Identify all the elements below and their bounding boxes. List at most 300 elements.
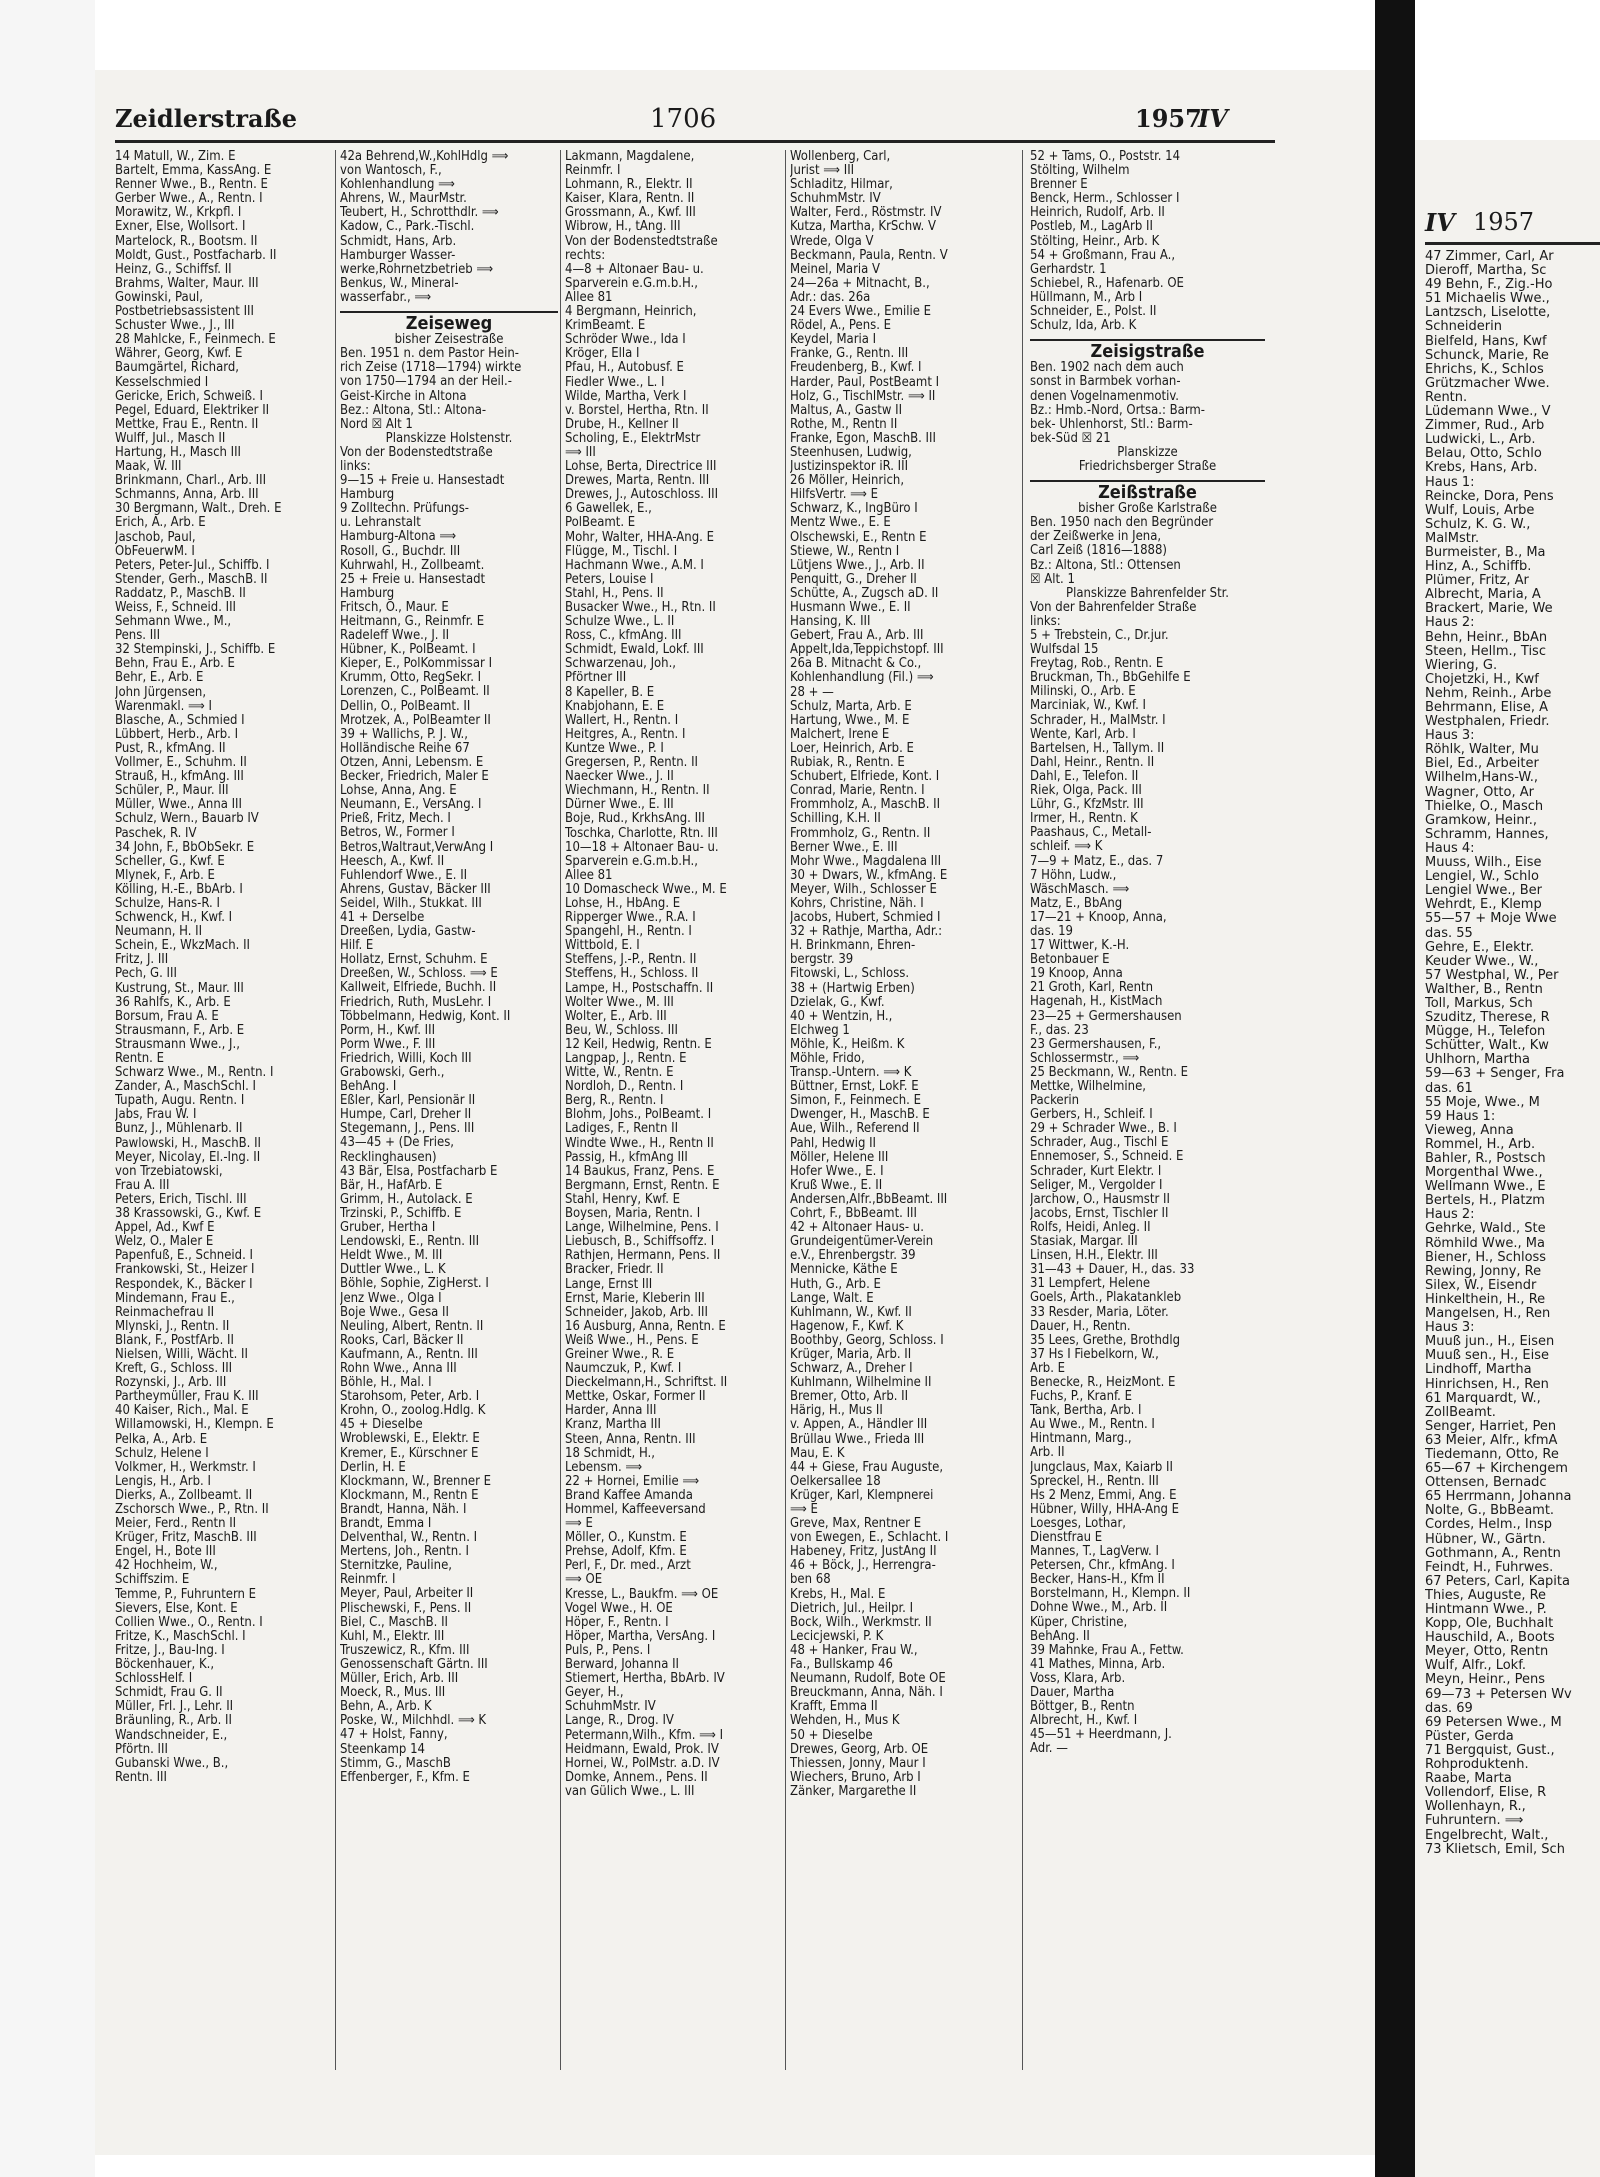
directory-entry: bek- Uhlenhorst, Stl.: Barm- bbox=[1030, 417, 1193, 432]
directory-entry: 54 + Großmann, Frau A., bbox=[1030, 248, 1176, 263]
directory-entry: 39 Mahnke, Frau A., Fettw. bbox=[1030, 1643, 1184, 1658]
directory-entry: Hs 2 Menz, Emmi, Ang. E bbox=[1030, 1488, 1177, 1503]
directory-entry: Mettke, Frau E., Rentn. II bbox=[115, 417, 259, 432]
directory-entry: Kölling, H.-E., BbArb. I bbox=[115, 882, 243, 897]
directory-entry: Hollatz, Ernst, Schuhm. E bbox=[340, 953, 488, 968]
directory-entry: Domke, Annem., Pens. II bbox=[565, 1770, 708, 1785]
directory-entry: Muuß sen., H., Eise bbox=[1425, 1348, 1549, 1364]
directory-entry: Heitgres, A., Rentn. I bbox=[565, 727, 686, 742]
directory-entry: Burmeister, B., Ma bbox=[1425, 544, 1546, 560]
directory-entry: Ahrens, Gustav, Bäcker III bbox=[340, 882, 491, 897]
directory-entry: Loer, Heinrich, Arb. E bbox=[790, 741, 914, 756]
directory-entry: Haus 2: bbox=[1425, 1207, 1475, 1223]
directory-entry: 61 Marquardt, W., bbox=[1425, 1390, 1541, 1406]
directory-entry: 4 Bergmann, Heinrich, bbox=[565, 305, 697, 320]
directory-entry: Römhild Wwe., Ma bbox=[1425, 1235, 1545, 1251]
directory-entry: 29 + Schrader Wwe., B. I bbox=[1030, 1122, 1177, 1137]
directory-entry: Haus 1: bbox=[1425, 474, 1475, 490]
directory-entry: von Ewegen, E., Schlacht. I bbox=[790, 1531, 949, 1546]
directory-entry: Jungclaus, Max, Kaiarb II bbox=[1030, 1460, 1173, 1475]
directory-entry: Greiner Wwe., R. E bbox=[565, 1347, 675, 1362]
directory-entry: Hinrichsen, H., Ren bbox=[1425, 1376, 1549, 1392]
directory-entry: Sievers, Else, Kont. E bbox=[115, 1601, 238, 1616]
directory-entry: 43 Bär, Elsa, Postfacharb E bbox=[340, 1164, 498, 1179]
directory-entry: Wiechmann, H., Rentn. II bbox=[565, 784, 710, 799]
directory-entry: Spangehl, H., Rentn. I bbox=[565, 925, 692, 940]
directory-entry: Müller, Wwe., Anna III bbox=[115, 798, 242, 813]
directory-entry: Neuling, Albert, Rentn. II bbox=[340, 1319, 484, 1334]
directory-entry: Wilde, Martha, Verk I bbox=[565, 389, 687, 404]
directory-entry: Freudenberg, B., Kwf. I bbox=[790, 361, 922, 376]
directory-entry: Mügge, H., Telefon bbox=[1425, 1024, 1546, 1040]
directory-entry: BehAng. II bbox=[1030, 1629, 1090, 1644]
directory-entry: Schulze Wwe., L. II bbox=[565, 615, 675, 630]
directory-entry: Moeck, R., Mus. III bbox=[340, 1686, 446, 1701]
directory-entry: 7—9 + Matz, E., das. 7 bbox=[1030, 854, 1164, 869]
directory-entry: 49 Behn, F., Zig.-Ho bbox=[1425, 277, 1553, 293]
directory-entry: Franke, Egon, MaschB. III bbox=[790, 431, 936, 446]
directory-entry: Rentn. E bbox=[115, 1052, 164, 1066]
directory-entry: van Gülich Wwe., L. III bbox=[565, 1784, 695, 1799]
directory-entry: Lohmann, R., Elektr. II bbox=[565, 178, 693, 193]
directory-entry: Raabe, Marta bbox=[1425, 1771, 1512, 1787]
directory-entry: Mennicke, Käthe E bbox=[790, 1263, 898, 1278]
directory-entry: SchuhmMstr. IV bbox=[565, 1700, 656, 1715]
directory-entry: Westphalen, Friedr. bbox=[1425, 714, 1550, 730]
directory-entry: Lebensm. ⟹ bbox=[565, 1460, 643, 1475]
directory-entry: Allee 81 bbox=[565, 290, 613, 305]
directory-entry: Otzen, Anni, Lebensm. E bbox=[340, 755, 484, 770]
directory-entry: Vogel Wwe., H. OE bbox=[565, 1601, 673, 1616]
directory-entry: Schwarz Wwe., M., Rentn. I bbox=[115, 1066, 274, 1081]
directory-entry: Gubanski Wwe., B., bbox=[115, 1756, 229, 1771]
directory-entry: Bz.: Hmb.-Nord, Ortsa.: Barm- bbox=[1030, 403, 1206, 418]
directory-entry: Fritze, K., MaschSchl. I bbox=[115, 1629, 246, 1644]
directory-entry: Recklinghausen) bbox=[340, 1150, 437, 1165]
directory-entry: Fuhruntern. ⟹ bbox=[1425, 1813, 1524, 1829]
directory-entry: der Zeißwerke in Jena, bbox=[1030, 530, 1162, 545]
directory-entry: Becker, Hans-H., Kfm II bbox=[1030, 1573, 1165, 1588]
directory-entry: Hachmann Wwe., A.M. I bbox=[565, 558, 704, 573]
directory-entry: Rolfs, Heidi, Anleg. II bbox=[1030, 1220, 1151, 1235]
directory-entry: Spreckel, H., Rentn. III bbox=[1030, 1474, 1159, 1489]
directory-entry: Prieß, Fritz, Mech. I bbox=[340, 812, 451, 827]
directory-entry: 42 Hochheim, W., bbox=[115, 1559, 218, 1574]
directory-entry: Krüger, Karl, Klempnerei bbox=[790, 1488, 934, 1503]
page-street-header: Zeidlerstraße bbox=[115, 104, 298, 133]
directory-entry: Nielsen, Willi, Wächt. II bbox=[115, 1347, 248, 1362]
directory-entry: Lantzsch, Liselotte, bbox=[1425, 305, 1551, 321]
directory-entry: Hintmann, Marg., bbox=[1030, 1432, 1132, 1447]
directory-entry: Jacobs, Hubert, Schmied I bbox=[790, 911, 941, 926]
directory-entry: Benecke, R., HeizMont. E bbox=[1030, 1375, 1176, 1390]
directory-entry: Brandt, Emma I bbox=[340, 1517, 432, 1531]
directory-entry: Lübbert, Herb., Arb. I bbox=[115, 727, 239, 742]
directory-entry: Boothby, Georg, Schloss. I bbox=[790, 1333, 944, 1348]
directory-entry: Uhlhorn, Martha bbox=[1425, 1052, 1531, 1068]
directory-entry: 38 Krassowski, G., Kwf. E bbox=[115, 1207, 262, 1222]
directory-entry: Wittbold, E. I bbox=[565, 939, 640, 954]
facing-page-column bbox=[1425, 250, 1600, 2175]
directory-entry: 10—18 + Altonaer Bau- u. bbox=[565, 840, 719, 855]
directory-entry: Teubert, H., Schrotthdlr. ⟹ bbox=[340, 206, 499, 221]
directory-entry: Irmer, H., Rentn. K bbox=[1030, 812, 1138, 827]
directory-entry: Pfau, H., Autobusf. E bbox=[565, 361, 684, 376]
directory-entry: Jarchow, O., Hausmstr II bbox=[1030, 1192, 1170, 1207]
directory-entry: 50 + Dieselbe bbox=[790, 1728, 873, 1743]
directory-entry: Mettke, Oskar, Former II bbox=[565, 1390, 706, 1405]
directory-entry: Hansing, K. III bbox=[790, 615, 871, 630]
directory-entry: 30 + Dwars, W., kfmAng. E bbox=[790, 868, 948, 883]
directory-entry: Wollenhayn, R., bbox=[1425, 1799, 1526, 1815]
directory-entry: Carl Zeiß (1816—1888) bbox=[1030, 544, 1167, 559]
directory-entry: Brenner E bbox=[1030, 178, 1088, 193]
directory-entry: Rewing, Jonny, Re bbox=[1425, 1263, 1542, 1279]
directory-entry: Reinmachefrau II bbox=[115, 1305, 215, 1320]
directory-entry: Radeleff Wwe., J. II bbox=[340, 629, 450, 644]
directory-entry: Schneider, E., Polst. II bbox=[1030, 305, 1157, 320]
directory-entry: Blohm, Johs., PolBeamt. I bbox=[565, 1108, 712, 1123]
directory-entry: 35 Lees, Grethe, Brothdlg bbox=[1030, 1333, 1180, 1348]
directory-entry: Biel, Ed., Arbeiter bbox=[1425, 756, 1539, 772]
directory-entry: Rommel, H., Arb. bbox=[1425, 1136, 1536, 1152]
directory-entry: Ladiges, F., Rentn II bbox=[565, 1122, 679, 1137]
directory-entry: Haus 3: bbox=[1425, 728, 1475, 744]
directory-entry: Schulz, K. G. W., bbox=[1425, 516, 1531, 532]
directory-entry: Arb. E bbox=[1030, 1361, 1066, 1376]
page-year: 1957 bbox=[1135, 104, 1202, 133]
directory-entry: rechts: bbox=[565, 248, 606, 263]
directory-entry: Wrede, Olga V bbox=[790, 234, 874, 249]
directory-entry: Ludwicki, L., Arb. bbox=[1425, 432, 1536, 448]
directory-entry: Mannes, T., LagVerw. I bbox=[1030, 1545, 1159, 1560]
directory-entry: 14 Matull, W., Zim. E bbox=[115, 150, 236, 164]
directory-entry: Thielke, O., Masch bbox=[1425, 798, 1544, 814]
directory-entry: 31—43 + Dauer, H., das. 33 bbox=[1030, 1263, 1195, 1278]
directory-entry: Bunz, J., Mühlenarb. II bbox=[115, 1122, 243, 1137]
directory-entry: Dwenger, H., MaschB. E bbox=[790, 1108, 930, 1123]
directory-entry: Heinrich, Rudolf, Arb. II bbox=[1030, 206, 1165, 221]
directory-entry: von Wantosch, F., bbox=[340, 164, 442, 179]
directory-entry: Moldt, Gust., Postfacharb. II bbox=[115, 248, 277, 263]
directory-entry: Schulze, Hans-R. I bbox=[115, 896, 220, 911]
directory-entry: Gerhardstr. 1 bbox=[1030, 262, 1107, 277]
directory-entry: Blank, F., PostfArb. II bbox=[115, 1333, 234, 1348]
directory-entry: Nehm, Reinh., Arbe bbox=[1425, 685, 1552, 701]
directory-entry: 16 Ausburg, Anna, Rentn. E bbox=[565, 1319, 726, 1334]
directory-entry: 18 Schmidt, H., bbox=[565, 1446, 655, 1461]
directory-entry: Poske, W., Milchhdl. ⟹ K bbox=[340, 1714, 487, 1729]
directory-entry: e.V., Ehrenbergstr. 39 bbox=[790, 1249, 916, 1264]
header-rule bbox=[115, 140, 1275, 143]
directory-entry: Ben. 1902 nach dem auch bbox=[1030, 361, 1184, 376]
directory-entry: Fritsch, O., Maur. E bbox=[340, 600, 449, 615]
directory-entry: Kuhlmann, Wilhelmine II bbox=[790, 1376, 932, 1391]
directory-entry: Schwarzenau, Joh., bbox=[565, 657, 677, 672]
directory-entry: Wiechers, Bruno, Arb I bbox=[790, 1770, 921, 1785]
directory-entry: Weiß Wwe., H., Pens. E bbox=[565, 1333, 699, 1348]
directory-entry: Adr.: das. 26a bbox=[790, 290, 871, 305]
directory-entry: Mentz Wwe., E. E bbox=[790, 516, 891, 531]
directory-entry: Meinel, Maria V bbox=[790, 262, 881, 277]
directory-entry: ⟹ III bbox=[565, 445, 596, 460]
directory-entry: Kieper, E., PolKommissar I bbox=[340, 657, 493, 672]
directory-entry: Witte, W., Rentn. E bbox=[565, 1066, 674, 1081]
directory-entry: Heitmann, G., Reinmfr. E bbox=[340, 615, 485, 629]
directory-entry: Mertens, Joh., Rentn. I bbox=[340, 1545, 469, 1560]
directory-entry: Bergmann, Ernst, Rentn. E bbox=[565, 1178, 720, 1193]
street-section-note: Planskizze Bahrenfelder Str. bbox=[1066, 585, 1229, 601]
directory-entry: Mindemann, Frau E., bbox=[115, 1291, 235, 1306]
directory-entry: Hamburg bbox=[340, 586, 395, 601]
directory-entry: Thiessen, Jonny, Maur I bbox=[790, 1756, 926, 1771]
facing-page-quarter: IV bbox=[1425, 208, 1455, 237]
directory-entry: Peters, Erich, Tischl. III bbox=[115, 1192, 247, 1207]
directory-entry: Schuster Wwe., J., III bbox=[115, 319, 235, 334]
directory-entry: Steen, Hellm., Tisc bbox=[1425, 643, 1546, 659]
directory-entry: Ripperger Wwe., R.A. I bbox=[565, 911, 696, 926]
directory-entry: Heinz, G., Schiffsf. II bbox=[115, 262, 232, 277]
directory-entry: Starohsom, Peter, Arb. I bbox=[340, 1390, 480, 1405]
book-gutter bbox=[1375, 0, 1415, 2177]
directory-entry: Willamowski, H., Klempn. E bbox=[115, 1418, 274, 1433]
directory-entry: Jurist ⟹ III bbox=[790, 164, 855, 179]
directory-entry: Boje Wwe., Gesa II bbox=[340, 1305, 449, 1320]
directory-entry: 55—57 + Moje Wwe bbox=[1425, 911, 1557, 927]
directory-entry: v. Borstel, Hertha, Rtn. II bbox=[565, 403, 709, 418]
directory-entry: bek-Süd ☒ 21 bbox=[1030, 431, 1111, 446]
directory-entry: 71 Bergquist, Gust., bbox=[1425, 1742, 1555, 1758]
directory-entry: Brackert, Marie, We bbox=[1425, 601, 1553, 617]
directory-entry: Brand Kaffee Amanda bbox=[565, 1488, 693, 1503]
directory-entry: Betros, W., Former I bbox=[340, 826, 455, 841]
directory-entry: Lecicjewski, P. K bbox=[790, 1629, 884, 1644]
directory-entry: 38 + (Hartwig Erben) bbox=[790, 981, 915, 996]
directory-entry: Dauer, Martha bbox=[1030, 1686, 1115, 1701]
directory-entry: das. 55 bbox=[1425, 925, 1473, 941]
directory-entry: 24 Evers Wwe., Emilie E bbox=[790, 305, 932, 320]
directory-entry: Zschorsch Wwe., P., Rtn. II bbox=[115, 1503, 269, 1517]
directory-entry: das. 61 bbox=[1425, 1080, 1473, 1096]
directory-entry: von Trzebiatowski, bbox=[115, 1164, 223, 1179]
directory-entry: Bez.: Altona, Stl.: Altona- bbox=[340, 403, 487, 418]
directory-entry: Allee 81 bbox=[565, 868, 613, 883]
directory-entry: Lütjens Wwe., J., Arb. II bbox=[790, 558, 925, 573]
directory-entry: Justizinspektor iR. III bbox=[790, 460, 909, 475]
directory-entry: Matz, E., BbAng bbox=[1030, 896, 1123, 911]
directory-entry: Lindhoff, Martha bbox=[1425, 1362, 1532, 1378]
directory-entry: Derlin, H. E bbox=[340, 1460, 406, 1475]
directory-entry: Transp.-Untern. ⟹ K bbox=[790, 1066, 912, 1081]
directory-entry: Holz, G., TischlMstr. ⟹ II bbox=[790, 389, 936, 404]
directory-entry: Conrad, Marie, Rentn. I bbox=[790, 784, 925, 799]
directory-entry: Fritze, J., Bau-Ing. I bbox=[115, 1643, 225, 1658]
directory-entry: Hornei, W., PolMstr. a.D. IV bbox=[565, 1756, 720, 1771]
street-section-title: Zeißstraße bbox=[1030, 480, 1265, 500]
directory-entry: Schulz, Marta, Arb. E bbox=[790, 699, 912, 714]
directory-entry: 41 + Derselbe bbox=[340, 910, 425, 925]
directory-entry: Nordloh, D., Rentn. I bbox=[565, 1080, 684, 1095]
directory-entry: Borstelmann, H., Klempn. II bbox=[1030, 1587, 1191, 1602]
directory-entry: Fuhlendorf Wwe., E. II bbox=[340, 868, 468, 883]
directory-entry: 45 + Dieselbe bbox=[340, 1418, 423, 1433]
directory-entry: Bartelt, Emma, KassAng. E bbox=[115, 164, 272, 179]
directory-entry: Bruckman, Th., BbGehilfe E bbox=[1030, 671, 1191, 686]
directory-entry: Hilf. E bbox=[340, 939, 374, 954]
directory-entry: Seidel, Wilh., Stukkat. III bbox=[340, 896, 482, 911]
directory-entry: Reinmfr. I bbox=[565, 164, 621, 179]
directory-entry: 37 Hs I Fiebelkorn, W., bbox=[1030, 1347, 1159, 1362]
column-divider bbox=[1022, 150, 1023, 2070]
directory-entry: Wehden, H., Mus K bbox=[790, 1714, 900, 1729]
directory-entry: Meyer, Wilh., Schlosser E bbox=[790, 882, 937, 897]
directory-entry: v. Appen, A., Händler III bbox=[790, 1418, 928, 1433]
directory-entry: Többelmann, Hedwig, Kont. II bbox=[340, 1009, 511, 1024]
directory-entry: 34 John, F., BbObSekr. E bbox=[115, 840, 255, 855]
directory-entry: Wallert, H., Rentn. I bbox=[565, 713, 679, 728]
directory-entry: Kruß Wwe., E. II bbox=[790, 1178, 883, 1193]
directory-entry: 59 Haus 1: bbox=[1425, 1108, 1496, 1124]
directory-entry: Voss, Klara, Arb. bbox=[1030, 1671, 1126, 1686]
directory-entry: Lüdemann Wwe., V bbox=[1425, 404, 1551, 420]
directory-entry: Muuß jun., H., Eisen bbox=[1425, 1334, 1555, 1350]
directory-entry: 48 + Hanker, Frau W., bbox=[790, 1643, 918, 1658]
directory-entry: Maltus, A., Gastw II bbox=[790, 403, 903, 418]
directory-entry: Tank, Bertha, Arb. I bbox=[1030, 1404, 1142, 1419]
directory-entry: Reinmfr. I bbox=[340, 1573, 396, 1588]
directory-entry: Adr. — bbox=[1030, 1742, 1068, 1757]
directory-entry: Dauer, H., Rentn. bbox=[1030, 1319, 1131, 1334]
directory-entry: 12 Keil, Hedwig, Rentn. E bbox=[565, 1037, 712, 1052]
directory-entry: Gehre, E., Elektr. bbox=[1425, 939, 1534, 955]
directory-entry: Wellmann Wwe., E bbox=[1425, 1179, 1546, 1195]
directory-entry: denen Vogelnamenmotiv. bbox=[1030, 389, 1179, 404]
directory-entry: Möller, O., Kunstm. E bbox=[565, 1531, 687, 1546]
directory-entry: Wagner, Otto, Ar bbox=[1425, 784, 1534, 800]
directory-entry: 24—26a + Mitnacht, B., bbox=[790, 276, 930, 291]
directory-entry: Pens. III bbox=[115, 629, 161, 644]
directory-entry: Röhlk, Walter, Mu bbox=[1425, 742, 1539, 758]
directory-entry: Appelt,Ida,Teppichstopf. III bbox=[790, 643, 944, 658]
directory-entry: Lange, R., Drog. IV bbox=[565, 1714, 674, 1729]
directory-entry: Lohse, Anna, Ang. E bbox=[340, 784, 457, 799]
directory-entry: Milinski, O., Arb. E bbox=[1030, 685, 1136, 700]
directory-entry: Gericke, Erich, Schweiß. I bbox=[115, 389, 263, 404]
directory-entry: Gebert, Frau A., Arb. III bbox=[790, 629, 924, 644]
directory-entry: Hamburg bbox=[340, 488, 395, 503]
directory-entry: Behn, A., Arb. K bbox=[340, 1700, 432, 1715]
directory-entry: Friedrich, Willi, Koch III bbox=[340, 1051, 472, 1066]
directory-entry: Humpe, Carl, Dreher II bbox=[340, 1108, 472, 1123]
directory-entry: ⟹ E bbox=[565, 1517, 593, 1532]
directory-entry: Hartung, H., Masch III bbox=[115, 445, 241, 460]
directory-entry: Pförtn. III bbox=[115, 1742, 168, 1757]
directory-entry: Friedrich, Ruth, MusLehr. I bbox=[340, 995, 492, 1010]
directory-entry: 42a Behrend,W.,KohlHdlg ⟹ bbox=[340, 150, 509, 164]
directory-entry: Schüler, P., Maur. III bbox=[115, 784, 229, 799]
directory-entry: von 1750—1794 an der Heil.- bbox=[340, 375, 512, 390]
directory-entry: 14 Baukus, Franz, Pens. E bbox=[565, 1164, 715, 1179]
directory-entry: Kallweit, Elfriede, Buchh. II bbox=[340, 981, 497, 996]
street-section-note: bisher Zeisestraße bbox=[394, 332, 504, 348]
directory-entry: Strauß, H., kfmAng. III bbox=[115, 770, 244, 785]
directory-entry: Ennemoser, S., Schneid. E bbox=[1030, 1150, 1184, 1165]
street-section-note: Planskizze Holstenstr. bbox=[385, 430, 513, 446]
directory-entry: 6 Gawellek, E., bbox=[565, 502, 652, 517]
directory-entry: Behn, Heinr., BbAn bbox=[1425, 629, 1548, 645]
directory-entry: Krumm, Otto, RegSekr. I bbox=[340, 671, 482, 686]
directory-entry: Riek, Olga, Pack. III bbox=[1030, 784, 1142, 799]
facing-header-rule bbox=[1425, 242, 1600, 245]
directory-entry: Wollenberg, Carl, bbox=[790, 150, 891, 164]
directory-entry: Meyer, Nicolay, El.-Ing. II bbox=[115, 1150, 261, 1165]
directory-entry: Petersen, Chr., kfmAng. I bbox=[1030, 1559, 1175, 1574]
directory-entry: Ahrens, W., MaurMstr. bbox=[340, 192, 467, 207]
directory-entry: Franke, G., Rentn. III bbox=[790, 347, 909, 362]
directory-entry: Schulz, Wern., Bauarb IV bbox=[115, 812, 259, 827]
directory-entry: Paschek, R. IV bbox=[115, 826, 197, 841]
directory-entry: Peters, Louise I bbox=[565, 572, 654, 587]
directory-entry: Schiebel, R., Hafenarb. OE bbox=[1030, 276, 1184, 291]
directory-entry: Dahl, E., Telefon. II bbox=[1030, 769, 1139, 784]
directory-entry: Liebusch, B., Schiffsoffz. I bbox=[565, 1235, 715, 1250]
directory-entry: Grabowski, Gerh., bbox=[340, 1066, 445, 1080]
directory-entry: SchlossHelf. I bbox=[115, 1672, 193, 1687]
directory-entry: Steenhusen, Ludwig, bbox=[790, 445, 912, 460]
directory-entry: Hübner, Willy, HHA-Ang E bbox=[1030, 1502, 1180, 1517]
directory-entry: Nolte, G., BbBeamt. bbox=[1425, 1503, 1555, 1519]
directory-entry: Schütte, A., Zugsch aD. II bbox=[790, 586, 939, 601]
directory-entry: Brandt, Hanna, Näh. I bbox=[340, 1502, 467, 1517]
directory-entry: Fuchs, P., Kranf. E bbox=[1030, 1390, 1133, 1405]
directory-entry: 63 Meier, Alfr., kfmA bbox=[1425, 1432, 1558, 1448]
directory-entry: Lengiel Wwe., Ber bbox=[1425, 883, 1542, 899]
directory-entry: Stasiak, Margar. III bbox=[1030, 1235, 1138, 1250]
directory-entry: Bartelsen, H., Tallym. II bbox=[1030, 741, 1165, 756]
directory-entry: Kutza, Martha, KrSchw. V bbox=[790, 220, 936, 235]
directory-entry: Haus 4: bbox=[1425, 840, 1475, 856]
directory-entry: Weiss, F., Schneid. III bbox=[115, 601, 236, 615]
directory-entry: Schulz, Helene I bbox=[115, 1446, 209, 1461]
directory-entry: Dreeßen, W., Schloss. ⟹ E bbox=[340, 967, 498, 982]
directory-entry: ZollBeamt. bbox=[1425, 1404, 1496, 1420]
directory-entry: Partheymüller, Frau K. III bbox=[115, 1390, 259, 1405]
directory-entry: Jenz Wwe., Olga I bbox=[340, 1291, 442, 1306]
directory-entry: Dellin, O., PolBeamt. II bbox=[340, 699, 471, 714]
directory-entry: 30 Bergmann, Walt., Dreh. E bbox=[115, 502, 282, 517]
directory-entry: Sparverein e.G.m.b.H., bbox=[565, 854, 698, 869]
directory-entry: Gehrke, Wald., Ste bbox=[1425, 1221, 1546, 1237]
directory-entry: Erich, A., Arb. E bbox=[115, 516, 206, 531]
directory-entry: 23—25 + Germershausen bbox=[1030, 1009, 1182, 1024]
directory-entry: Malchert, Irene E bbox=[790, 727, 890, 742]
directory-entry: Belau, Otto, Schlo bbox=[1425, 446, 1542, 462]
directory-entry: Dieckelmann,H., Schriftst. II bbox=[565, 1376, 728, 1391]
directory-entry: Aue, Wilh., Referend II bbox=[790, 1122, 920, 1137]
directory-entry: 19 Knoop, Anna bbox=[1030, 967, 1123, 982]
directory-entry: Müller, Erich, Arb. III bbox=[340, 1672, 459, 1687]
directory-entry: Kreft, G., Schloss. III bbox=[115, 1362, 233, 1377]
directory-entry: Biel, C., MaschB. II bbox=[340, 1615, 448, 1630]
directory-entry: Habeney, Fritz, JustAng II bbox=[790, 1545, 937, 1560]
directory-entry: Wilhelm,Hans-W., bbox=[1425, 770, 1538, 786]
directory-entry: Engel, H., Bote III bbox=[115, 1545, 216, 1560]
directory-entry: Wulff, Jul., Masch II bbox=[115, 431, 226, 446]
directory-entry: Dzielak, G., Kwf. bbox=[790, 995, 885, 1010]
directory-entry: Kuntze Wwe., P. I bbox=[565, 741, 664, 756]
directory-entry: 47 + Holst, Fanny, bbox=[340, 1728, 448, 1743]
directory-entry: Prehse, Adolf, Kfm. E bbox=[565, 1545, 687, 1560]
